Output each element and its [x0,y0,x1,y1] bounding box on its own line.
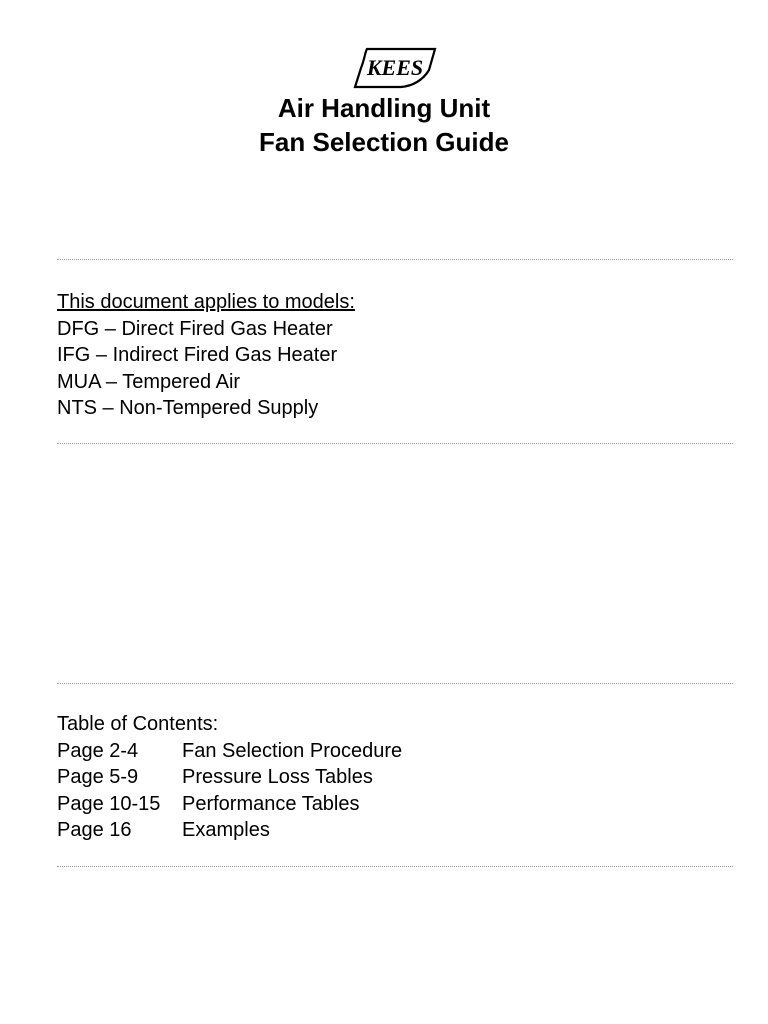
toc-page-range: Page 10-15 [57,792,161,815]
models-heading: This document applies to models: [57,291,355,313]
divider [57,866,733,867]
toc-page-range: Page 5-9 [57,766,139,788]
toc-entry [57,791,402,818]
toc-section-title: Performance Tables [182,792,360,815]
toc-entry [57,738,402,765]
divider [57,259,733,260]
toc-section-title: Examples [182,819,270,841]
toc-heading: Table of Contents: [57,713,219,735]
toc-page-range: Page 16 [57,819,132,841]
document-title-line-2: Fan Selection Guide [259,127,509,157]
table-of-contents [57,711,402,844]
divider [57,683,733,684]
models-section [57,289,355,422]
toc-entry [57,817,402,844]
logo-text: KEES [366,55,424,80]
toc-entry [57,764,402,791]
model-item-nts: NTS – Non-Tempered Supply [57,397,319,419]
model-item-mua: MUA – Tempered Air [57,370,241,393]
document-title-line-1: Air Handling Unit [277,93,491,123]
divider [57,443,733,444]
kees-logo [353,46,437,90]
toc-section-title: Pressure Loss Tables [182,766,373,788]
toc-section-title: Fan Selection Procedure [182,739,403,762]
kees-logo-mark [353,46,437,90]
model-item-dfg: DFG – Direct Fired Gas Heater [57,317,333,340]
toc-page-range: Page 2-4 [57,739,139,762]
model-item-ifg: IFG – Indirect Fired Gas Heater [57,344,338,366]
